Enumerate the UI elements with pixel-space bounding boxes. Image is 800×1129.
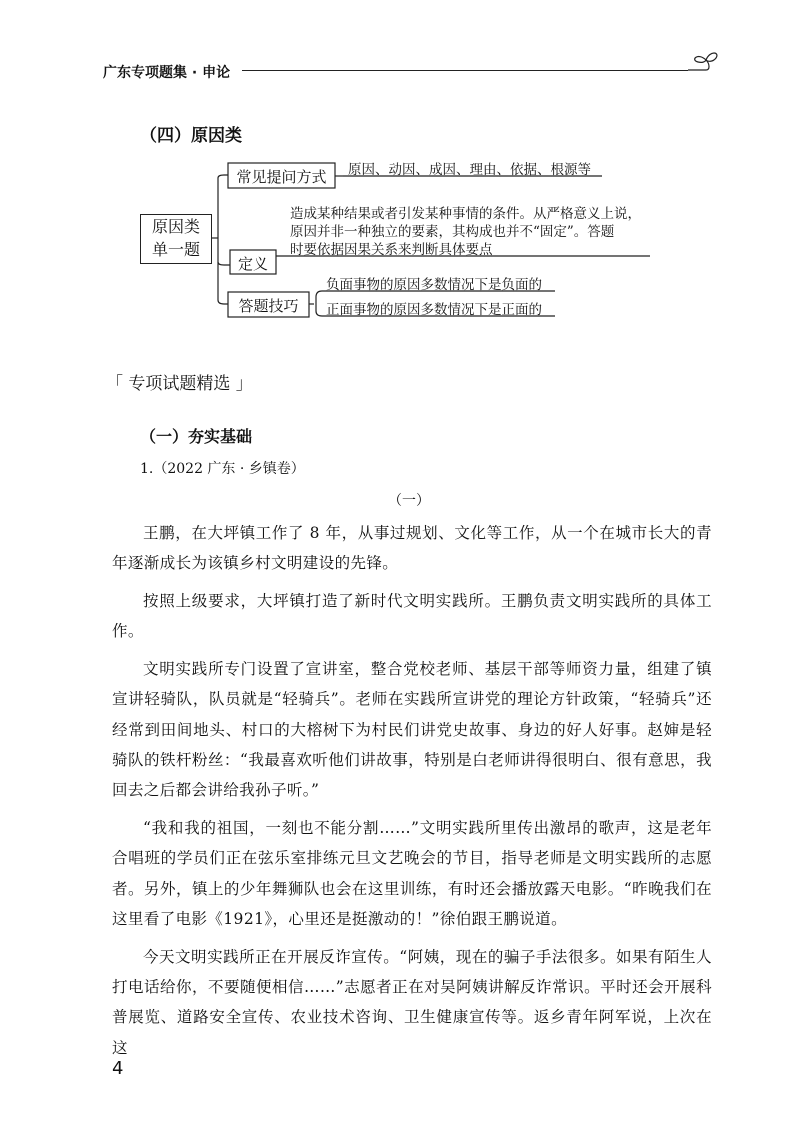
part-label: （一）: [388, 493, 430, 509]
branch-connector-3: [218, 300, 228, 304]
question-label: 1.（2022 广东 · 乡镇卷）: [140, 461, 305, 477]
running-header-title: 广东专项题集 · 申论: [103, 65, 231, 81]
branch-connector-1: [218, 175, 228, 178]
leaf-answer-tip-2: 正面事物的原因多数情况下是正面的: [326, 302, 542, 318]
practice-section-title: 「 专项试题精选 」: [106, 374, 253, 394]
root-line-2: 单一题: [151, 240, 200, 259]
branch-connector-2: [218, 262, 230, 265]
paragraph: “我和我的祖国，一刻也不能分割……”文明实践所里传出激昂的歌声，这是老年合唱班的学员们正在弦乐室排练元旦文艺晚会的节目，指导老师是文明实践所的志愿者。另外，镇上的少年舞狮队也会在这里训练，有时还会播放露天电影。“昨晚我们在这里看了电影《1921》，心里还是挺激动的！”徐伯跟王鹏说道。: [112, 819, 712, 929]
leaf-question-forms: 原因、动因、成因、理由、依据、根源等: [348, 162, 591, 178]
section-heading: （四）原因类: [140, 126, 242, 146]
root-line-1: 原因类: [151, 217, 200, 236]
paragraph: 按照上级要求，大坪镇打造了新时代文明实践所。王鹏负责文明实践所的具体工作。: [112, 592, 712, 641]
leaf-definition-line-2: 原因并非一种独立的要素，其构成也并不“固定”。答题: [290, 224, 615, 240]
paragraph: 王鹏，在大坪镇工作了 8 年，从事过规划、文化等工作，从一个在城市长大的青年逐渐成长为该镇乡村文明建设的先锋。: [112, 524, 712, 573]
branch-label-question-forms: 常见提问方式: [236, 168, 327, 186]
leaf-answer-tip-1: 负面事物的原因多数情况下是负面的: [326, 277, 542, 293]
leaf-bracket-3: [316, 291, 322, 316]
material-body: [112, 518, 712, 1071]
practice-subheading: （一）夯实基础: [140, 427, 253, 446]
paragraph: 今天文明实践所正在开展反诈宣传。“阿姨，现在的骗子手法很多。如果有陌生人打电话给你，不要随便相信……”志愿者正在对吴阿姨讲解反诈常识。平时还会开展科普展览、道路安全宣传、农业技术咨询、卫生健康宣传等。返乡青年阿军说，上次在这: [112, 947, 712, 1057]
paragraph: 文明实践所专门设置了宣讲室，整合党校老师、基层干部等师资力量，组建了镇宣讲轻骑队，队员就是“轻骑兵”。老师在实践所宣讲党的理论方针政策，“轻骑兵”还经常到田间地头、村口的大榕树下为村民们讲党史故事、身边的好人好事。赵婶是轻骑队的铁杆粉丝：“我最喜欢听他们讲故事，特别是白老师讲得很明白、很有意思，我回去之后都会讲给我孙子听。”: [112, 660, 712, 800]
branch-label-answer-tips: 答题技巧: [238, 297, 299, 315]
branch-label-definition: 定义: [237, 255, 268, 273]
page-number: 4: [112, 1058, 124, 1079]
root-node: [140, 214, 212, 264]
leaf-definition-line-1: 造成某种结果或者引发某种事情的条件。从严格意义上说，: [290, 206, 641, 222]
leaf-definition-line-3: 时要依据因果关系来判断具体要点: [290, 242, 493, 258]
